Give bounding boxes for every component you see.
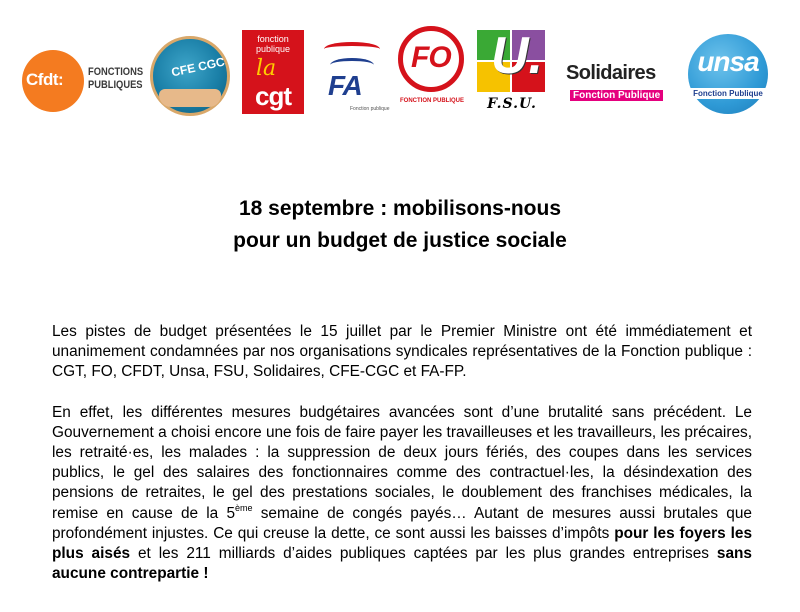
fa-wave-icon	[324, 42, 380, 56]
cfdt-name: Cfdt:	[26, 70, 64, 89]
fa-name: FA	[328, 70, 362, 101]
unsa-logo	[688, 34, 768, 114]
cgt-top	[242, 34, 304, 54]
page-title	[0, 193, 800, 257]
cfdt-line2: PUBLIQUES	[88, 79, 143, 91]
fa-fp-logo	[320, 36, 390, 116]
title-line1: 18 septembre : mobilisons-nous	[238, 197, 562, 220]
title-line2: pour un budget de justice sociale	[233, 229, 567, 252]
cgt-logo	[242, 30, 304, 114]
fo-sub: FONCTION PUBLIQUE	[400, 98, 464, 104]
cfdt-logo	[22, 50, 162, 110]
paragraph-2-part3: et les 211 milliards d’aides publiques captées par les plus grandes entreprises	[130, 545, 717, 563]
unsa-name: unsa	[697, 46, 759, 77]
cgt-la: la	[256, 56, 277, 81]
paragraph-2-bold2: sans aucune contrepartie !	[52, 545, 752, 583]
fo-ring	[398, 26, 464, 92]
hands-icon	[159, 89, 221, 107]
cfe-cgc-name: CFE CGC	[170, 54, 226, 80]
cgt-top2: publique	[255, 44, 291, 54]
cgt-top1: fonction	[257, 34, 289, 44]
paragraph-2-bold1: pour les foyers les plus aisés	[52, 524, 752, 563]
fo-logo	[396, 26, 468, 112]
cfdt-subtitle	[88, 66, 143, 92]
paragraph-2-part1: En effet, les différentes mesures budgétaires avancées sont d’une brutalité sans précédent. Le Gouvernement a choisi encore une fois de faire payer les travailleuses et les travailleurs, les précaires, les retraité·es, les malades : la suppression de deux jours fériés, des coupes dans les services publics, le gel des salaires des fonctionnaires comme des contractuel·les, la désindexation des pensions de retraites, le gel des prestations sociales, le doublement des franchises médicales, la remise en cause de la 5	[52, 403, 752, 522]
cgt-name: cgt	[255, 81, 291, 111]
document-body	[52, 322, 752, 604]
paragraph-2	[52, 403, 752, 585]
paragraph-2-part2: semaine de congés payés… Autant de mesures aussi brutales que profondément injustes. Ce qui creuse la dette, ce sont aussi les baisses d’impôts	[52, 504, 752, 542]
cfdt-line1: FONCTIONS	[88, 66, 144, 78]
cfdt-circle	[22, 50, 84, 112]
solidaires-sub: Fonction Publique	[570, 90, 663, 101]
solidaires-name: Solidaires	[566, 62, 656, 84]
unsa-sub: Fonction Publique	[690, 88, 766, 99]
ordinal-superscript: ème	[235, 502, 253, 513]
fsu-name: F.S.U.	[487, 96, 537, 112]
union-logos-banner	[0, 0, 800, 130]
cfe-cgc-logo	[150, 36, 230, 116]
solidaires-logo	[566, 62, 670, 106]
paragraph-1: Les pistes de budget présentées le 15 juillet par le Premier Ministre ont été immédiatement et unanimement condamnées par nos organisations syndicales représentatives de la Fonction publique : CGT, FO, CFDT, Unsa, FSU, Solidaires, CFE-CGC et FA-FP.	[52, 323, 752, 381]
fo-name: FO	[411, 41, 451, 74]
fsu-mark: U.	[491, 27, 543, 85]
fsu-logo	[477, 27, 547, 116]
fa-sub: Fonction publique	[350, 106, 390, 112]
